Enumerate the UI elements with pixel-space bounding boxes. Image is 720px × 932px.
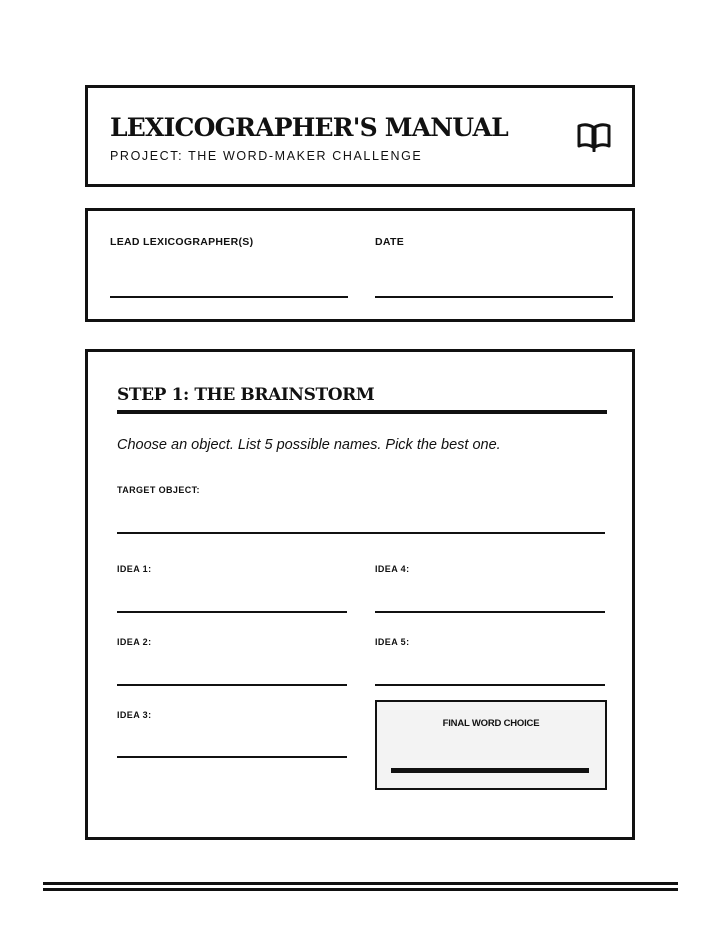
idea-1-label: IDEA 1:: [117, 564, 152, 574]
target-object-field[interactable]: [117, 532, 605, 534]
lead-lexicographer-field[interactable]: [110, 296, 348, 298]
date-label: DATE: [375, 236, 405, 248]
idea-5-label: IDEA 5:: [375, 637, 410, 647]
header-box: [85, 85, 635, 187]
page-subtitle: PROJECT: THE WORD-MAKER CHALLENGE: [110, 149, 423, 163]
lead-lexicographer-label: LEAD LEXICOGRAPHER(S): [110, 236, 254, 248]
info-box: [85, 208, 635, 322]
final-word-choice-field[interactable]: [391, 768, 589, 773]
page-title: LEXICOGRAPHER'S MANUAL: [110, 113, 508, 142]
idea-1-field[interactable]: [117, 611, 347, 613]
target-object-label: TARGET OBJECT:: [117, 485, 200, 495]
idea-3-field[interactable]: [117, 756, 347, 758]
step1-title-rule: [117, 410, 607, 414]
idea-4-field[interactable]: [375, 611, 605, 613]
footer-rule: [43, 888, 678, 891]
open-book-icon: [576, 122, 612, 152]
idea-5-field[interactable]: [375, 684, 605, 686]
final-word-choice-box: [375, 700, 607, 790]
step1-instructions: Choose an object. List 5 possible names. Pick the best one.: [117, 437, 501, 453]
step1-box: [85, 349, 635, 840]
idea-3-label: IDEA 3:: [117, 710, 152, 720]
footer-rule: [43, 882, 678, 885]
idea-2-label: IDEA 2:: [117, 637, 152, 647]
idea-4-label: IDEA 4:: [375, 564, 410, 574]
idea-2-field[interactable]: [117, 684, 347, 686]
date-field[interactable]: [375, 296, 613, 298]
step1-title: STEP 1: THE BRAINSTORM: [117, 385, 375, 405]
final-word-choice-label: FINAL WORD CHOICE: [442, 718, 540, 729]
